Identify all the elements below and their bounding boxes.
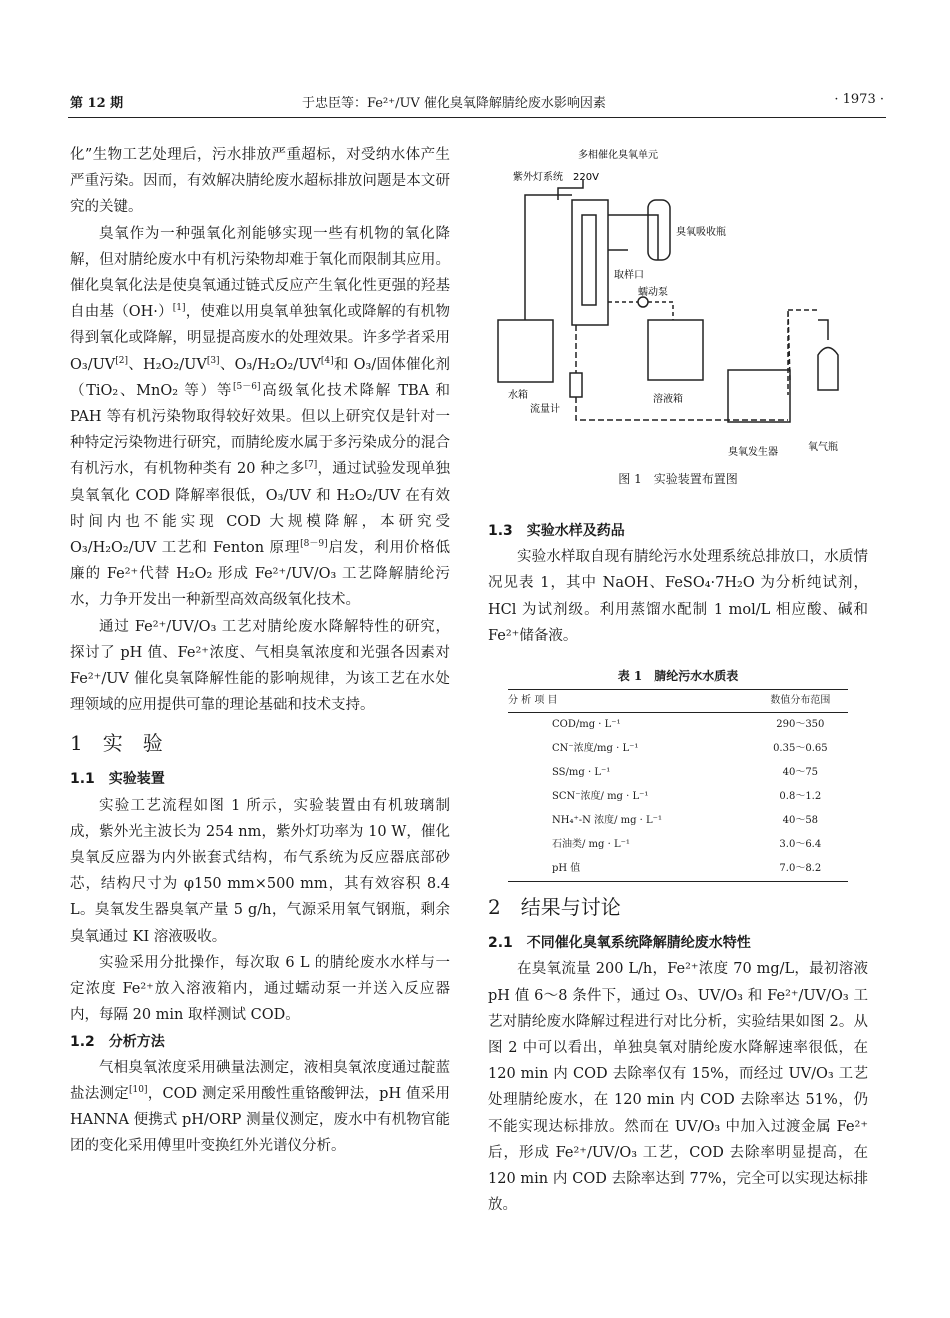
header-rule [68,117,886,118]
citation: [5－6] [233,382,261,392]
table-row: pH 值 7.0～8.2 [508,857,848,882]
absorption-bottle [648,200,670,260]
table-header-row [508,690,848,713]
water-tank [498,320,553,382]
issue-number: 第 12 期 [70,96,124,111]
solution-tank [648,320,703,380]
section-heading: 2 结果与讨论 [488,895,621,920]
right-column [488,518,868,1218]
ozone-outlet-pipe [608,215,658,260]
figure-caption: 图 1 实验装置布置图 [618,472,738,486]
uv-lamp [582,215,596,305]
label-generator: 臭氧发生器 [728,447,778,458]
table-row: NH₄⁺-N 浓度/ mg · L⁻¹ 40～58 [552,815,819,827]
flowmeter [570,373,582,397]
section-heading: 1 实 验 [70,731,163,756]
citation: [8－9] [300,539,328,550]
citation: [2] [115,355,129,366]
label-absorb: 臭氧吸收瓶 [676,227,726,238]
subsection-heading: 1.3 实验水样及药品 [488,523,625,539]
label-water: 水箱 [508,390,528,401]
paragraph: 臭氧作为一种强氧化剂能够实现一些有机物的氧化降解，但对腈纶废水中有机污染物却难于氧化而限制其应用。催化臭氧化法是使臭氧通过链式反应产生氧化性更强的羟基自由基（OH·）[1]，使难以用臭氧单独氧化或降解的有机物得到氧化或降解，明显提高废水的处理效果。许多学者采用 O₃/UV[2]、H₂O₂/UV[3]、O₃/H₂O₂/UV[4]和 O₃/固体催化剂（TiO₂、MnO₂ 等）等[5－6]高级氧化技术降解 TBA 和 PAH 等有机污染物取得较好效果。但以上研究仅是针对一种特定污染物进行研究，而腈纶废水属于多污染成分的混合有机污水，有机物种类有 20 种之多[7]，通过试验发现单独臭氧氧化 COD 降解率很低，O₃/UV 和 H₂O₂/UV 在有效时间内也不能实现 COD 大规模降解，本研究受 O₃/H₂O₂/UV 工艺和 Fenton 原理[8－9]启发，利用价格低廉的 Fe²⁺代替 H₂O₂ 形成 Fe²⁺/UV/O₃ 工艺降解腈纶污水，力争开发出一种新型高效高级氧化技术。 [70,225,450,609]
table-header: 数值分布范围 [753,690,848,713]
water-pipe [525,195,572,320]
label-oxygen: 氧气瓶 [808,442,838,453]
gas-line [576,325,788,420]
ozone-generator [728,370,790,422]
citation: [1] [172,303,186,314]
label-pump: 蠕动泵 [638,287,668,298]
citation: [4] [320,355,334,366]
label-unit: 多相催化臭氧单元 [578,150,658,161]
label-flow: 流量计 [530,404,560,415]
table-row: SCN⁻浓度/ mg · L⁻¹ 0.8～1.2 [552,791,822,803]
paragraph: 实验工艺流程如图 1 所示，实验装置由有机玻璃制成，紫外光主波长为 254 nm，紫外灯功率为 10 W，催化臭氧反应器为内外嵌套式结构，布气系统为反应器底部砂芯，结构尺寸为 φ150 mm×500 mm，其有效容积 8.4 L。臭氧发生器臭氧产量 5 g/h，气源采用氧气钢瓶，剩余臭氧通过 KI 溶液吸收。 [70,797,450,945]
subsection-heading: 1.1 实验装置 [70,771,165,788]
oxygen-cylinder [818,348,838,391]
table-row: COD/mg · L⁻¹ 290～350 [552,719,825,731]
paragraph: 实验采用分批操作，每次取 6 L 的腈纶废水水样与一定浓度 Fe²⁺放入溶液箱内，通过蠕动泵一并送入反应器内，每隔 20 min 取样测试 COD。 [70,954,450,1024]
label-volt: 220V [573,172,599,183]
running-header [70,92,884,114]
paragraph: 在臭氧流量 200 L/h，Fe²⁺浓度 70 mg/L，最初溶液 pH 值 6～8 条件下，通过 O₃、UV/O₃ 和 Fe²⁺/UV/O₃ 工艺对腈纶废水降解过程进行对比分析，实验结果如图 2。从图 2 中可以看出，单独臭氧对腈纶废水降解速率很低，在 120 min 内 COD 去除率仅有 15%，而经过 UV/O₃ 工艺处理腈纶废水，在 120 min 内 COD 去除率达 51%，仍不能实现达标排放。然而在 UV/O₃ 中加入过渡金属 Fe²⁺后，形成 Fe²⁺/UV/O₃ 工艺，COD 去除率明显提高，在 120 min 内 COD 去除率达到 77%，完全可以实现达标排放。 [488,961,868,1214]
table-row: 石油类/ mg · L⁻¹ 3.0～6.4 [552,839,822,851]
label-uv: 紫外灯系统 [513,172,563,183]
citation: [10] [129,1085,148,1096]
table-row: SS/mg · L⁻¹ 40～75 [552,767,819,779]
page-number: · 1973 · [834,92,884,107]
paragraph: 实验水样取自现有腈纶污水处理系统总排放口，水质情况见表 1，其中 NaOH、FeSO₄·7H₂O 为分析纯试剂，HCl 为试剂级。利用蒸馏水配制 1 mol/L 相应酸、碱和 Fe²⁺储备液。 [488,549,868,644]
label-sample: 取样口 [614,270,644,281]
citation: [3] [206,355,220,366]
subsection-heading: 1.2 分析方法 [70,1033,165,1050]
running-title: 于忠臣等：Fe²⁺/UV 催化臭氧降解腈纶废水影响因素 [302,96,606,111]
apparatus-diagram [488,140,868,480]
table-header: 分 析 项 目 [508,690,753,713]
table-row: CN⁻浓度/mg · L⁻¹ 0.35～0.65 [552,743,828,755]
paragraph: 通过 Fe²⁺/UV/O₃ 工艺对腈纶废水降解特性的研究，探讨了 pH 值、Fe²⁺浓度、气相臭氧浓度和光强各因素对 Fe²⁺/UV 催化臭氧降解性能的影响规律，为该工艺在水处理领域的应用提供可靠的理论基础和技术支持。 [70,618,450,714]
subsection-heading: 2.1 不同催化臭氧系统降解腈纶废水特性 [488,935,751,952]
label-solution: 溶液箱 [653,394,683,405]
peristaltic-pump [638,297,648,307]
paragraph: 气相臭氧浓度采用碘量法测定，液相臭氧浓度通过靛蓝盐法测定[10]，COD 测定采用酸性重铬酸钾法，pH 值采用 HANNA 便携式 pH/ORP 测量仪测定，废水中有机物官能团的变化采用傅里叶变换红外光谱仪分析。 [70,1059,450,1155]
table-caption: 表 1 腈纶污水水质表 [617,669,739,684]
figure-1 [488,140,868,480]
water-quality-table [508,689,848,882]
power-line [558,180,583,200]
left-column [70,142,450,1160]
citation: [7] [304,460,318,471]
reactor-vessel [572,200,608,325]
paragraph: 化”生物工艺处理后，污水排放严重超标，对受纳水体产生严重污染。因而，有效解决腈纶废水超标排放问题是本文研究的关键。 [70,147,450,216]
